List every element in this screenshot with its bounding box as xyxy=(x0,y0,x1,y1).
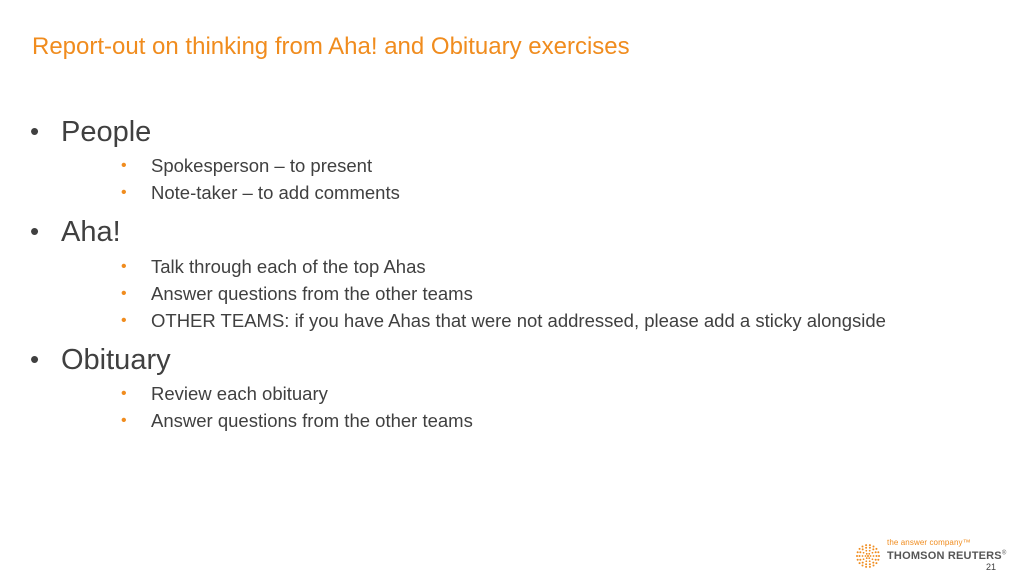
sub-bullet: • xyxy=(121,157,127,174)
logo-wordmark xyxy=(887,550,1006,562)
list-item-text: Review each obituary xyxy=(151,383,328,404)
sub-bullet: • xyxy=(121,258,127,275)
list-item-text: Answer questions from the other teams xyxy=(151,283,473,304)
section-label: Aha! xyxy=(61,216,121,248)
section-bullet: • xyxy=(30,216,40,246)
list-item xyxy=(0,382,1000,406)
sub-bullet: • xyxy=(121,285,127,302)
sub-bullet: • xyxy=(121,184,127,201)
list-item-text: Answer questions from the other teams xyxy=(151,410,473,431)
list-item xyxy=(0,409,1000,433)
list-item-text: Spokesperson – to present xyxy=(151,155,373,176)
list-item xyxy=(0,309,1000,333)
list-item-text: Talk through each of the top Ahas xyxy=(151,256,426,277)
section-label: Obituary xyxy=(61,344,171,376)
thomson-reuters-logo xyxy=(856,538,1007,570)
list-item xyxy=(0,282,1000,306)
sub-bullet: • xyxy=(121,312,127,329)
slide-title: Report-out on thinking from Aha! and Obituary exercises xyxy=(32,33,630,60)
list-item xyxy=(0,154,1000,178)
section-bullet: • xyxy=(30,116,40,146)
list-item xyxy=(0,181,1000,205)
sub-bullet: • xyxy=(121,385,127,402)
thomson-reuters-globe-icon xyxy=(856,544,880,568)
page-number: 21 xyxy=(986,562,997,572)
logo-wordmark-text: THOMSON REUTERS xyxy=(887,550,1002,562)
registered-mark: ® xyxy=(1001,550,1007,557)
list-item-text: OTHER TEAMS: if you have Ahas that were not addressed, please add a sticky alongside xyxy=(151,310,886,331)
sub-bullet: • xyxy=(121,412,127,429)
list-item-text: Note-taker – to add comments xyxy=(151,182,400,203)
logo-tagline: the answer company™ xyxy=(887,538,971,547)
list-item xyxy=(0,255,1000,279)
section-bullet: • xyxy=(30,344,40,374)
section-label: People xyxy=(61,116,152,148)
